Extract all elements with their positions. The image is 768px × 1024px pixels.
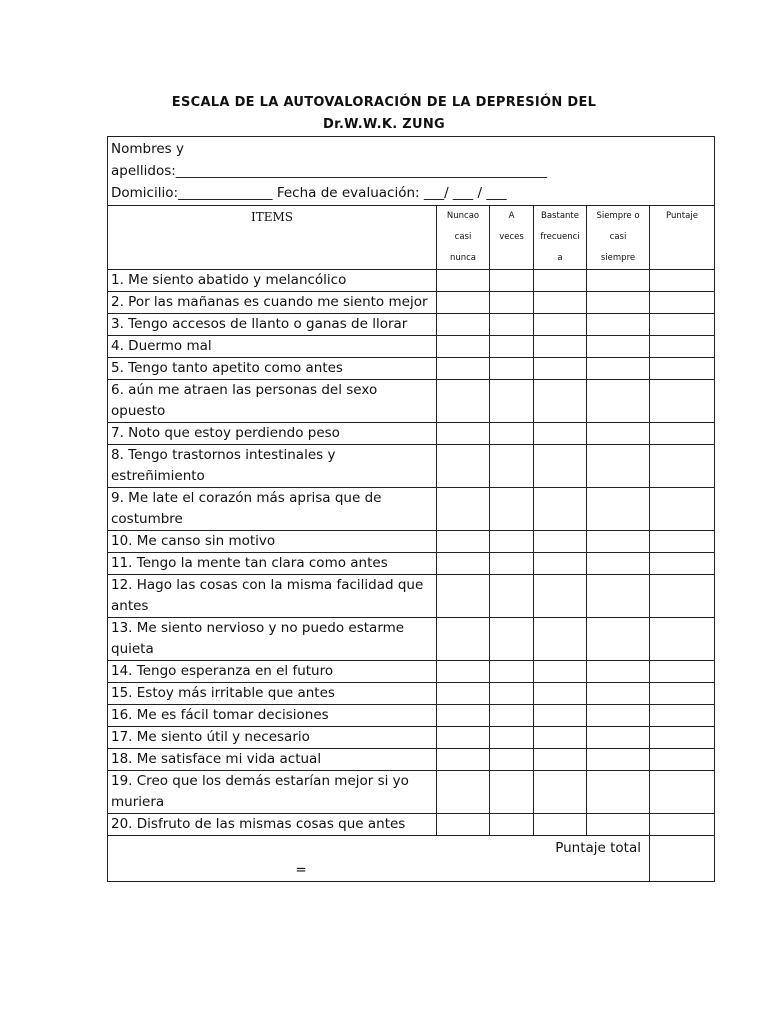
answer-a-veces-cell[interactable] xyxy=(490,575,534,618)
answer-siempre-cell[interactable] xyxy=(587,380,650,423)
score-cell[interactable] xyxy=(650,336,715,358)
item-text-cell xyxy=(108,336,437,358)
answer-siempre-cell[interactable] xyxy=(587,618,650,661)
answer-bastante-cell[interactable] xyxy=(534,488,587,531)
item-text-line: costumbre xyxy=(111,511,183,527)
item-text-cell xyxy=(108,705,437,727)
item-row xyxy=(108,683,715,705)
item-row xyxy=(108,771,715,814)
item-text-line: 16. Me es fácil tomar decisiones xyxy=(111,707,329,723)
score-cell[interactable] xyxy=(650,683,715,705)
answer-nunca-cell[interactable] xyxy=(437,814,490,836)
answer-a-veces-cell[interactable] xyxy=(490,661,534,683)
score-cell[interactable] xyxy=(650,749,715,771)
header-bastante xyxy=(534,206,587,270)
header-siempre-l2: casi xyxy=(609,232,627,242)
answer-nunca-cell[interactable] xyxy=(437,705,490,727)
answer-nunca-cell[interactable] xyxy=(437,531,490,553)
answer-nunca-cell[interactable] xyxy=(437,314,490,336)
answer-bastante-cell[interactable] xyxy=(534,423,587,445)
answer-nunca-cell[interactable] xyxy=(437,618,490,661)
header-nunca xyxy=(437,206,490,270)
score-cell[interactable] xyxy=(650,270,715,292)
item-row xyxy=(108,292,715,314)
header-nunca-l1: Nuncao xyxy=(446,211,480,221)
total-row xyxy=(108,836,715,882)
patient-info-row xyxy=(108,137,715,206)
item-text-line: 3. Tengo accesos de llanto o ganas de llorar xyxy=(111,316,408,332)
item-text-line: antes xyxy=(111,598,149,614)
answer-bastante-cell[interactable] xyxy=(534,683,587,705)
score-cell[interactable] xyxy=(650,618,715,661)
score-cell[interactable] xyxy=(650,727,715,749)
item-row xyxy=(108,445,715,488)
item-text-line: 11. Tengo la mente tan clara como antes xyxy=(111,555,388,571)
item-text-line: 8. Tengo trastornos intestinales y xyxy=(111,447,336,463)
info-surnames-field[interactable]: apellidos:_______________________________________________________ xyxy=(111,163,548,179)
answer-a-veces-cell[interactable] xyxy=(490,705,534,727)
answer-siempre-cell[interactable] xyxy=(587,553,650,575)
answer-siempre-cell[interactable] xyxy=(587,661,650,683)
item-text-cell xyxy=(108,553,437,575)
total-score-cell[interactable] xyxy=(650,836,715,882)
item-row xyxy=(108,336,715,358)
answer-nunca-cell[interactable] xyxy=(437,423,490,445)
answer-a-veces-cell[interactable] xyxy=(490,270,534,292)
item-text-cell xyxy=(108,292,437,314)
item-text-line: muriera xyxy=(111,794,165,810)
patient-info-cell xyxy=(108,137,715,206)
header-a-veces-l2: veces xyxy=(499,232,524,242)
item-text-cell xyxy=(108,423,437,445)
document-title: ESCALA DE LA AUTOVALORACIÓN DE LA DEPRESIÓN DEL xyxy=(171,95,597,110)
item-text-line: 17. Me siento útil y necesario xyxy=(111,729,310,745)
answer-nunca-cell[interactable] xyxy=(437,661,490,683)
answer-a-veces-cell[interactable] xyxy=(490,336,534,358)
item-text-cell xyxy=(108,618,437,661)
header-bastante-l2: frecuenci xyxy=(540,232,580,242)
answer-a-veces-cell[interactable] xyxy=(490,488,534,531)
total-equals: = xyxy=(295,862,307,878)
item-row xyxy=(108,727,715,749)
answer-bastante-cell[interactable] xyxy=(534,575,587,618)
header-siempre-l3: siempre xyxy=(600,253,636,263)
item-row xyxy=(108,618,715,661)
score-cell[interactable] xyxy=(650,661,715,683)
answer-nunca-cell[interactable] xyxy=(437,488,490,531)
item-text-line: 15. Estoy más irritable que antes xyxy=(111,685,335,701)
document-subtitle: Dr.W.W.K. ZUNG xyxy=(323,117,445,132)
answer-nunca-cell[interactable] xyxy=(437,683,490,705)
answer-a-veces-cell[interactable] xyxy=(490,618,534,661)
answer-bastante-cell[interactable] xyxy=(534,814,587,836)
item-text-cell xyxy=(108,683,437,705)
item-text-cell xyxy=(108,270,437,292)
header-siempre xyxy=(587,206,650,270)
answer-siempre-cell[interactable] xyxy=(587,683,650,705)
item-row xyxy=(108,423,715,445)
item-row xyxy=(108,705,715,727)
score-cell[interactable] xyxy=(650,358,715,380)
answer-a-veces-cell[interactable] xyxy=(490,358,534,380)
item-text-line: 20. Disfruto de las mismas cosas que antes xyxy=(111,816,406,832)
score-cell[interactable] xyxy=(650,553,715,575)
item-text-line: 4. Duermo mal xyxy=(111,338,212,354)
total-label: Puntaje total xyxy=(555,840,641,856)
answer-a-veces-cell[interactable] xyxy=(490,423,534,445)
answer-siempre-cell[interactable] xyxy=(587,314,650,336)
item-text-line: estreñimiento xyxy=(111,468,205,484)
item-row xyxy=(108,661,715,683)
answer-a-veces-cell[interactable] xyxy=(490,814,534,836)
answer-a-veces-cell[interactable] xyxy=(490,445,534,488)
item-row xyxy=(108,488,715,531)
item-text-line: 7. Noto que estoy perdiendo peso xyxy=(111,425,340,441)
score-cell[interactable] xyxy=(650,705,715,727)
answer-siempre-cell[interactable] xyxy=(587,445,650,488)
item-text-cell xyxy=(108,771,437,814)
item-text-line: 19. Creo que los demás estarían mejor si yo xyxy=(111,773,409,789)
answer-bastante-cell[interactable] xyxy=(534,358,587,380)
answer-bastante-cell[interactable] xyxy=(534,705,587,727)
answer-siempre-cell[interactable] xyxy=(587,575,650,618)
answer-nunca-cell[interactable] xyxy=(437,270,490,292)
answer-bastante-cell[interactable] xyxy=(534,553,587,575)
answer-a-veces-cell[interactable] xyxy=(490,749,534,771)
item-text-cell xyxy=(108,488,437,531)
answer-siempre-cell[interactable] xyxy=(587,705,650,727)
score-cell[interactable] xyxy=(650,314,715,336)
header-nunca-l3: nunca xyxy=(449,253,477,263)
info-names-label: Nombres y xyxy=(111,141,184,157)
answer-a-veces-cell[interactable] xyxy=(490,531,534,553)
answer-nunca-cell[interactable] xyxy=(437,575,490,618)
item-text-line: 9. Me late el corazón más aprisa que de xyxy=(111,490,382,506)
item-text-cell xyxy=(108,749,437,771)
item-text-line: quieta xyxy=(111,641,154,657)
answer-bastante-cell[interactable] xyxy=(534,380,587,423)
info-address-date-field[interactable]: Domicilio:______________ Fecha de evaluación: ___/ ___ / ___ xyxy=(111,185,507,201)
answer-nunca-cell[interactable] xyxy=(437,727,490,749)
score-cell[interactable] xyxy=(650,531,715,553)
header-bastante-l3: a xyxy=(557,253,563,263)
item-text-cell xyxy=(108,358,437,380)
score-cell[interactable] xyxy=(650,292,715,314)
score-cell[interactable] xyxy=(650,380,715,423)
score-cell[interactable] xyxy=(650,575,715,618)
answer-siempre-cell[interactable] xyxy=(587,292,650,314)
answer-bastante-cell[interactable] xyxy=(534,270,587,292)
answer-nunca-cell[interactable] xyxy=(437,749,490,771)
answer-nunca-cell[interactable] xyxy=(437,358,490,380)
item-text-cell xyxy=(108,445,437,488)
answer-bastante-cell[interactable] xyxy=(534,661,587,683)
answer-siempre-cell[interactable] xyxy=(587,814,650,836)
answer-nunca-cell[interactable] xyxy=(437,553,490,575)
header-puntaje: Puntaje xyxy=(650,206,715,270)
score-cell[interactable] xyxy=(650,423,715,445)
item-text-line: opuesto xyxy=(111,403,166,419)
answer-bastante-cell[interactable] xyxy=(534,771,587,814)
item-row xyxy=(108,553,715,575)
item-text-cell xyxy=(108,314,437,336)
answer-siempre-cell[interactable] xyxy=(587,488,650,531)
answer-bastante-cell[interactable] xyxy=(534,531,587,553)
answer-siempre-cell[interactable] xyxy=(587,270,650,292)
item-row xyxy=(108,270,715,292)
score-cell[interactable] xyxy=(650,814,715,836)
header-items: ITEMS xyxy=(108,206,437,270)
item-text-line: 12. Hago las cosas con la misma facilidad que xyxy=(111,577,424,593)
answer-nunca-cell[interactable] xyxy=(437,445,490,488)
header-siempre-l1: Siempre o xyxy=(596,211,640,221)
item-text-cell xyxy=(108,575,437,618)
item-text-line: 6. aún me atraen las personas del sexo xyxy=(111,382,378,398)
item-text-cell xyxy=(108,661,437,683)
answer-bastante-cell[interactable] xyxy=(534,727,587,749)
item-text-line: 14. Tengo esperanza en el futuro xyxy=(111,663,334,679)
item-row xyxy=(108,814,715,836)
answer-siempre-cell[interactable] xyxy=(587,423,650,445)
item-text-line: 10. Me canso sin motivo xyxy=(111,533,276,549)
answer-siempre-cell[interactable] xyxy=(587,749,650,771)
answer-nunca-cell[interactable] xyxy=(437,336,490,358)
item-row xyxy=(108,380,715,423)
total-label-cell xyxy=(108,836,650,882)
item-text-cell xyxy=(108,814,437,836)
score-cell[interactable] xyxy=(650,488,715,531)
header-row xyxy=(108,206,715,270)
item-text-line: 18. Me satisface mi vida actual xyxy=(111,751,322,767)
item-text-cell xyxy=(108,380,437,423)
zung-scale-table xyxy=(107,136,715,882)
answer-bastante-cell[interactable] xyxy=(534,749,587,771)
answer-a-veces-cell[interactable] xyxy=(490,380,534,423)
answer-bastante-cell[interactable] xyxy=(534,292,587,314)
answer-nunca-cell[interactable] xyxy=(437,380,490,423)
answer-a-veces-cell[interactable] xyxy=(490,727,534,749)
item-row xyxy=(108,314,715,336)
header-nunca-l2: casi xyxy=(454,232,472,242)
answer-nunca-cell[interactable] xyxy=(437,292,490,314)
answer-nunca-cell[interactable] xyxy=(437,771,490,814)
item-text-line: 2. Por las mañanas es cuando me siento mejor xyxy=(111,294,428,310)
item-text-line: 1. Me siento abatido y melancólico xyxy=(111,272,347,288)
item-text-line: 5. Tengo tanto apetito como antes xyxy=(111,360,343,376)
answer-bastante-cell[interactable] xyxy=(534,445,587,488)
score-cell[interactable] xyxy=(650,445,715,488)
header-a-veces-l1: A xyxy=(508,211,515,221)
item-row xyxy=(108,531,715,553)
item-row xyxy=(108,358,715,380)
answer-siempre-cell[interactable] xyxy=(587,771,650,814)
answer-a-veces-cell[interactable] xyxy=(490,771,534,814)
item-text-cell xyxy=(108,531,437,553)
answer-a-veces-cell[interactable] xyxy=(490,292,534,314)
answer-siempre-cell[interactable] xyxy=(587,727,650,749)
header-bastante-l1: Bastante xyxy=(541,211,579,221)
answer-a-veces-cell[interactable] xyxy=(490,553,534,575)
item-text-line: 13. Me siento nervioso y no puedo estarme xyxy=(111,620,405,636)
answer-a-veces-cell[interactable] xyxy=(490,683,534,705)
answer-siempre-cell[interactable] xyxy=(587,358,650,380)
answer-bastante-cell[interactable] xyxy=(534,314,587,336)
item-row xyxy=(108,575,715,618)
answer-a-veces-cell[interactable] xyxy=(490,314,534,336)
score-cell[interactable] xyxy=(650,771,715,814)
answer-siempre-cell[interactable] xyxy=(587,531,650,553)
answer-bastante-cell[interactable] xyxy=(534,618,587,661)
answer-siempre-cell[interactable] xyxy=(587,336,650,358)
header-a-veces xyxy=(490,206,534,270)
answer-bastante-cell[interactable] xyxy=(534,336,587,358)
item-text-cell xyxy=(108,727,437,749)
item-row xyxy=(108,749,715,771)
